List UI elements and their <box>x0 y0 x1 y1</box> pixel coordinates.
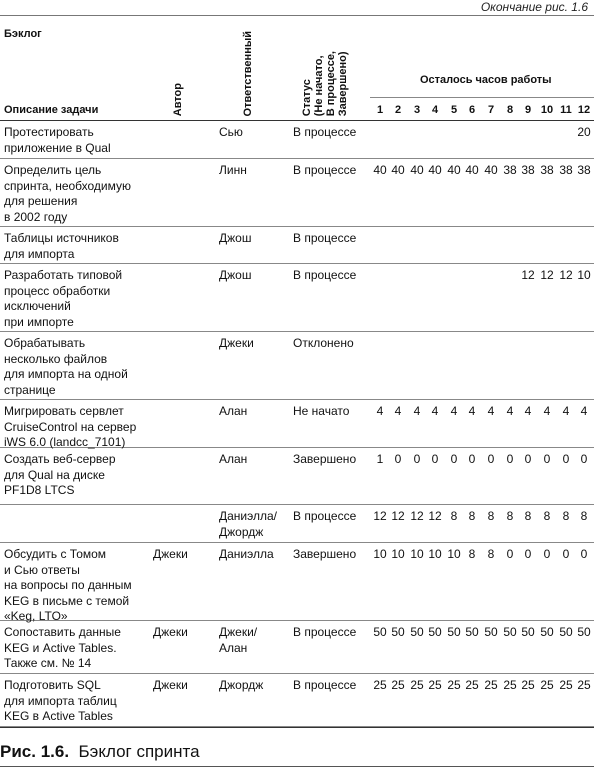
hours-cell: 50 <box>559 625 573 639</box>
table-header <box>0 15 594 120</box>
task-responsible: Джордж <box>219 678 264 692</box>
hours-cell: 8 <box>468 509 476 523</box>
task-status: В процессе <box>293 625 357 639</box>
hours-cell: 25 <box>447 678 461 692</box>
task-status: Не начато <box>293 404 350 418</box>
task-description: Подготовить SQL для импорта таблиц KEG в Active Tables <box>4 678 117 723</box>
hours-cell: 25 <box>540 678 554 692</box>
hours-cell: 0 <box>543 547 551 561</box>
hours-cell: 20 <box>577 125 591 139</box>
table-end-rule <box>0 727 594 728</box>
hours-cell: 25 <box>373 678 387 692</box>
table-row <box>0 332 594 400</box>
table-row <box>0 674 594 727</box>
hour-col-header: 11 <box>560 104 572 116</box>
hours-cell: 10 <box>373 547 387 561</box>
hours-cell: 0 <box>562 452 570 466</box>
hour-col-header: 3 <box>413 104 421 116</box>
hours-cell: 50 <box>521 625 535 639</box>
hour-col-header: 10 <box>540 104 554 116</box>
table-row <box>0 400 594 448</box>
figure-number: Рис. 1.6. <box>0 742 70 761</box>
hours-cell: 0 <box>450 452 458 466</box>
task-description: Разработать типовой процесс обработки исключений при импорте <box>4 268 123 329</box>
hours-cell: 38 <box>559 163 573 177</box>
task-responsible: Алан <box>219 404 248 418</box>
hours-cell: 38 <box>503 163 517 177</box>
hours-cell: 0 <box>580 547 588 561</box>
header-backlog: Бэклог <box>4 28 42 40</box>
hours-cell: 0 <box>543 452 551 466</box>
hours-cell: 40 <box>391 163 405 177</box>
continuation-caption: Окончание рис. 1.6 <box>480 0 588 14</box>
hours-cell: 4 <box>524 404 532 418</box>
task-description: Обрабатывать несколько файлов для импорта на одной странице <box>4 336 128 397</box>
task-description: Определить цель спринта, необходимую для решения в 2002 году <box>4 163 132 224</box>
hours-cell: 10 <box>428 547 442 561</box>
hours-cell: 4 <box>487 404 495 418</box>
table-row <box>0 448 594 505</box>
hour-col-header: 5 <box>450 104 458 116</box>
hours-cell: 50 <box>577 625 591 639</box>
hours-cell: 40 <box>447 163 461 177</box>
task-responsible: Джош <box>219 231 252 245</box>
hours-cell: 25 <box>559 678 573 692</box>
hours-cell: 8 <box>468 547 476 561</box>
task-status: В процессе <box>293 125 357 139</box>
header-hours-left: Осталось часов работы <box>420 74 552 86</box>
task-description: Создать веб-сервер для Qual на диске PF1D8 LTCS <box>4 452 116 497</box>
hours-cell: 8 <box>506 509 514 523</box>
hours-cell: 25 <box>503 678 517 692</box>
table-row <box>0 505 594 543</box>
table-row <box>0 121 594 159</box>
task-status: Завершено <box>293 547 357 561</box>
task-responsible: Джеки <box>219 336 254 350</box>
hours-cell: 1 <box>376 452 384 466</box>
hours-cell: 38 <box>540 163 554 177</box>
hours-cell: 4 <box>376 404 384 418</box>
task-description: Обсудить с Томом и Сью ответы на вопросы по данным KEG в письме с темой «Keg, LTO» <box>4 547 132 623</box>
task-status: В процессе <box>293 678 357 692</box>
hours-cell: 10 <box>410 547 424 561</box>
header-status: Статус (Не начато, В процессе, Завершено) <box>301 50 349 116</box>
hours-cell: 25 <box>521 678 535 692</box>
hours-cell: 4 <box>562 404 570 418</box>
hour-col-header: 1 <box>376 104 384 116</box>
hours-cell: 12 <box>559 268 573 282</box>
hour-col-header: 8 <box>506 104 514 116</box>
hours-cell: 0 <box>487 452 495 466</box>
table-row <box>0 621 594 674</box>
task-responsible: Джош <box>219 268 252 282</box>
hours-cell: 50 <box>484 625 498 639</box>
hours-cell: 4 <box>413 404 421 418</box>
hours-cell: 25 <box>465 678 479 692</box>
hours-cell: 12 <box>410 509 424 523</box>
hours-cell: 8 <box>543 509 551 523</box>
hours-cell: 10 <box>447 547 461 561</box>
table-row <box>0 264 594 332</box>
hours-cell: 4 <box>450 404 458 418</box>
hours-cell: 40 <box>465 163 479 177</box>
task-status: В процессе <box>293 231 357 245</box>
task-responsible: Линн <box>219 163 247 177</box>
hours-cell: 4 <box>431 404 439 418</box>
task-description: Мигрировать сервлет CruiseControl на сервер iWS 6.0 (landcc_7101) <box>4 404 137 449</box>
table-row <box>0 227 594 264</box>
hour-col-header: 4 <box>431 104 439 116</box>
hours-cell: 25 <box>484 678 498 692</box>
hours-cell: 10 <box>391 547 405 561</box>
hours-cell: 0 <box>394 452 402 466</box>
hours-cell: 0 <box>524 452 532 466</box>
hours-cell: 40 <box>373 163 387 177</box>
hours-cell: 0 <box>413 452 421 466</box>
hours-cell: 38 <box>577 163 591 177</box>
table-row <box>0 543 594 621</box>
hours-cell: 0 <box>506 452 514 466</box>
hours-cell: 8 <box>580 509 588 523</box>
task-responsible: Даниэлла <box>219 547 274 561</box>
task-status: В процессе <box>293 163 357 177</box>
hours-cell: 12 <box>391 509 405 523</box>
hours-cell: 12 <box>428 509 442 523</box>
bottom-rule <box>0 766 594 767</box>
table-body <box>0 121 594 727</box>
hours-cell: 0 <box>580 452 588 466</box>
hours-cell: 8 <box>524 509 532 523</box>
hour-col-header: 12 <box>577 104 591 116</box>
task-status: В процессе <box>293 509 357 523</box>
hours-cell: 50 <box>373 625 387 639</box>
hours-cell: 10 <box>577 268 591 282</box>
hours-cell: 50 <box>465 625 479 639</box>
task-author: Джеки <box>153 678 188 692</box>
hours-cell: 50 <box>447 625 461 639</box>
header-author: Автор <box>172 82 184 116</box>
hours-cell: 8 <box>487 547 495 561</box>
task-description: Таблицы источников для импорта <box>4 231 119 261</box>
hours-header-rule <box>370 97 594 98</box>
task-status: В процессе <box>293 268 357 282</box>
task-responsible: Даниэлла/ Джордж <box>219 509 278 539</box>
hours-cell: 50 <box>503 625 517 639</box>
task-responsible: Алан <box>219 452 248 466</box>
hours-cell: 0 <box>506 547 514 561</box>
hours-cell: 50 <box>410 625 424 639</box>
table-row <box>0 159 594 227</box>
header-responsible: Ответственный <box>242 30 254 116</box>
task-description: Сопоставить данные KEG и Active Tables. Также см. № 14 <box>4 625 121 670</box>
hours-cell: 4 <box>468 404 476 418</box>
task-status: Завершено <box>293 452 357 466</box>
hours-cell: 12 <box>373 509 387 523</box>
hours-cell: 25 <box>410 678 424 692</box>
task-description: Протестировать приложение в Qual <box>4 125 111 155</box>
task-author: Джеки <box>153 547 188 561</box>
task-responsible: Джеки/ Алан <box>219 625 258 655</box>
hours-cell: 0 <box>562 547 570 561</box>
hours-cell: 50 <box>428 625 442 639</box>
hour-col-header: 6 <box>468 104 476 116</box>
hours-cell: 40 <box>484 163 498 177</box>
hours-cell: 8 <box>450 509 458 523</box>
hour-col-header: 9 <box>524 104 532 116</box>
hours-cell: 8 <box>562 509 570 523</box>
hours-cell: 50 <box>540 625 554 639</box>
hours-cell: 12 <box>521 268 535 282</box>
hours-cell: 25 <box>428 678 442 692</box>
figure-caption <box>0 742 200 762</box>
hours-cell: 0 <box>431 452 439 466</box>
hours-cell: 40 <box>410 163 424 177</box>
hour-col-header: 7 <box>487 104 495 116</box>
hours-cell: 4 <box>394 404 402 418</box>
hours-cell: 0 <box>524 547 532 561</box>
hours-cell: 12 <box>540 268 554 282</box>
hours-cell: 38 <box>521 163 535 177</box>
hours-cell: 25 <box>577 678 591 692</box>
task-author: Джеки <box>153 625 188 639</box>
hours-cell: 25 <box>391 678 405 692</box>
hours-cell: 4 <box>580 404 588 418</box>
hours-cell: 4 <box>543 404 551 418</box>
hours-cell: 40 <box>428 163 442 177</box>
hours-cell: 50 <box>391 625 405 639</box>
task-responsible: Сью <box>219 125 243 139</box>
hours-cell: 8 <box>487 509 495 523</box>
header-description: Описание задачи <box>4 104 99 116</box>
task-status: Отклонено <box>293 336 354 350</box>
hours-cell: 4 <box>506 404 514 418</box>
hour-col-header: 2 <box>394 104 402 116</box>
figure-title: Бэклог спринта <box>78 742 200 761</box>
hours-cell: 0 <box>468 452 476 466</box>
